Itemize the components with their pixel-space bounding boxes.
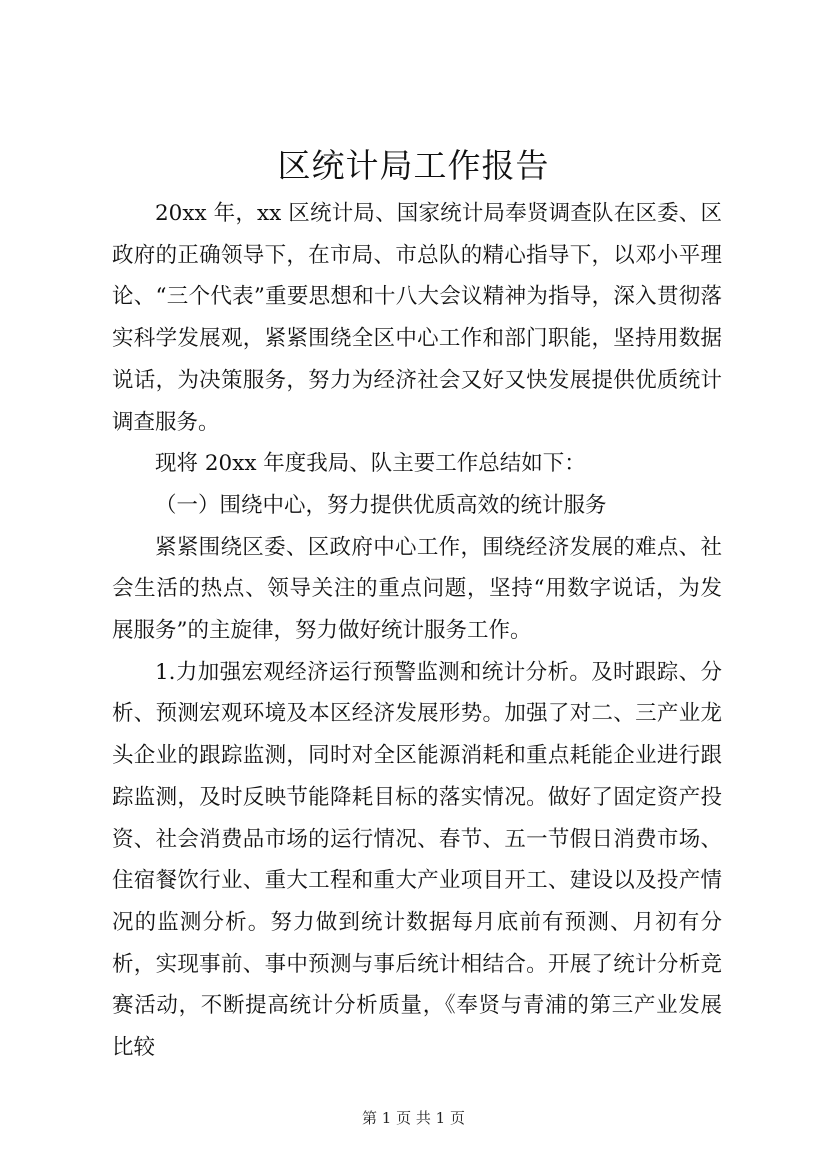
paragraph-section-1: 紧紧围绕区委、区政府中心工作，围绕经济发展的难点、社会生活的热点、领导关注的重点问题，坚持“用数字说话，为发展服务”的主旋律，努力做好统计服务工作。 (112, 534, 722, 644)
document-title: 区统计局工作报告 (277, 146, 550, 185)
document-body (112, 193, 722, 1069)
paragraph-summary-lead: 现将 20xx 年度我局、队主要工作总结如下： (155, 451, 586, 477)
page-footer: 第 1 页 共 1 页 (362, 1109, 465, 1127)
paragraph-intro: 20xx 年，xx 区统计局、国家统计局奉贤调查队在区委、区政府的正确领导下，在市局、市总队的精心指导下，以邓小平理论、“三个代表”重要思想和十八大会议精神为指导，深入贯彻落实科学发展观，紧紧围绕全区中心工作和部门职能，坚持用数据说话，为决策服务，努力为经济社会又好又快发展提供优质统计调查服务。 (112, 201, 722, 435)
section-heading-1: （一）围绕中心，努力提供优质高效的统计服务 (155, 492, 607, 518)
paragraph-item-1: 1.力加强宏观经济运行预警监测和统计分析。及时跟踪、分析、预测宏观环境及本区经济发展形势。加强了对二、三产业龙头企业的跟踪监测，同时对全区能源消耗和重点耗能企业进行跟踪监测，及时反映节能降耗目标的落实情况。做好了固定资产投资、社会消费品市场的运行情况、春节、五一节假日消费市场、住宿餐饮行业、重大工程和重大产业项目开工、建设以及投产情况的监测分析。努力做到统计数据每月底前有预测、月初有分析，实现事前、事中预测与事后统计相结合。开展了统计分析竞赛活动，不断提高统计分析质量，《奉贤与青浦的第三产业发展比较 (112, 659, 722, 1061)
